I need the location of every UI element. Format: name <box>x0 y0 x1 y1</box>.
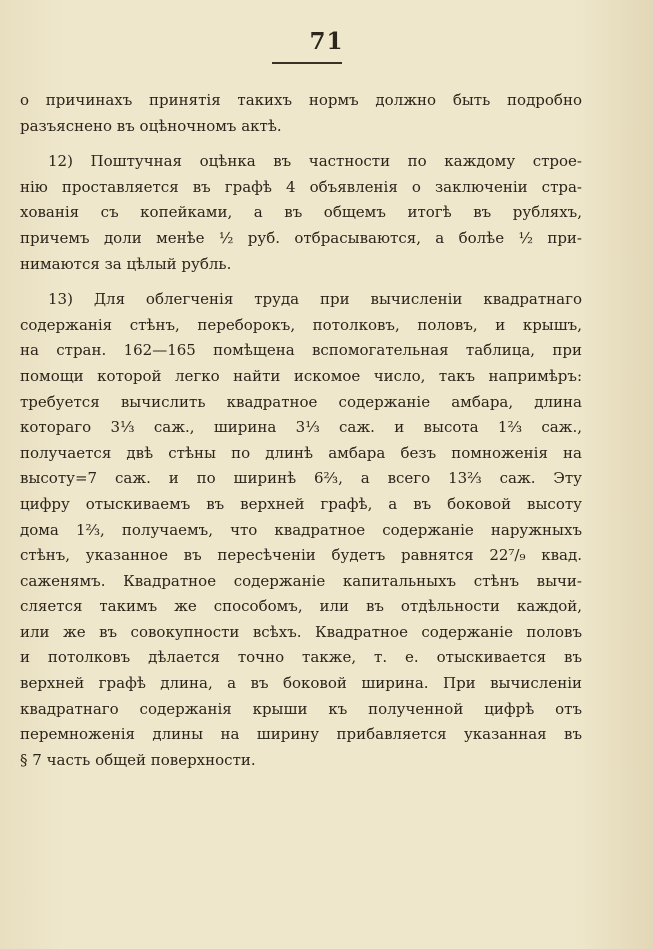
paragraph-line: цифру отыскиваемъ въ верхней графѣ, а въ боковой высоту <box>20 494 582 513</box>
paragraph-gap <box>20 277 582 287</box>
paragraph-line: помощи которой легко найти искомое число, такъ напримѣръ: <box>20 366 582 385</box>
paragraph-line: хованія съ копейками, а въ общемъ итогѣ въ рубляхъ, <box>20 203 582 222</box>
paragraph-line: нимаются за цѣлый рубль. <box>20 254 232 273</box>
paragraph-line: 13) Для облегченія труда при вычисленіи квадратнаго <box>48 290 582 309</box>
paragraph-line: § 7 часть общей поверхности. <box>20 750 256 769</box>
paragraph-line: разъяснено въ оцѣночномъ актѣ. <box>20 116 282 135</box>
paragraph-line: котораго 3⅓ саж., ширина 3⅓ саж. и высота 1⅔ саж., <box>20 418 582 437</box>
paragraph-line: стѣнъ, указанное въ пересѣченіи будетъ равнятся 22⁷/₉ квад. <box>20 546 582 565</box>
paragraph-gap <box>20 139 582 149</box>
paragraph-line: верхней графѣ длина, а въ боковой ширина. При вычисленіи <box>20 674 582 693</box>
paragraph-line: или же въ совокупности всѣхъ. Квадратное содержаніе половъ <box>20 622 582 641</box>
paragraph-line: перемноженія длины на ширину прибавляется указанная въ <box>20 725 582 744</box>
paragraph-line: получается двѣ стѣны по длинѣ амбара безъ помноженія на <box>20 443 582 462</box>
paragraph-line: содержанія стѣнъ, переборокъ, потолковъ, половъ, и крышъ, <box>20 315 582 334</box>
paragraph-line: о причинахъ принятія такихъ нормъ должно быть подробно <box>20 91 582 109</box>
paragraph-line: требуется вычислить квадратное содержаніе амбара, длина <box>20 392 582 411</box>
paragraph-line: квадратнаго содержанія крыши къ полученной цифрѣ отъ <box>20 699 582 718</box>
page-number: 71 <box>309 28 344 55</box>
paragraph-line: причемъ доли менѣе ½ руб. отбрасываются, а болѣе ½ при- <box>20 228 582 247</box>
paragraph-line: 12) Поштучная оцѣнка въ частности по каждому строе- <box>48 152 582 171</box>
header-rule <box>272 62 342 64</box>
paragraph-line: дома 1⅔, получаемъ, что квадратное содержаніе наружныхъ <box>20 520 582 539</box>
paragraph-line: высоту=7 саж. и по ширинѣ 6⅔, а всего 13⅔ саж. Эту <box>20 469 582 488</box>
paragraph-line: нію проставляется въ графѣ 4 объявленія о заключеніи стра- <box>20 177 582 196</box>
paragraph-line: саженямъ. Квадратное содержаніе капитальныхъ стѣнъ вычи- <box>20 571 582 590</box>
paragraph-line: сляется такимъ же способомъ, или въ отдѣльности каждой, <box>20 597 582 616</box>
paragraph-line: на стран. 162—165 помѣщена вспомогательная таблица, при <box>20 341 582 360</box>
page-body <box>20 88 582 773</box>
paragraph-line: и потолковъ дѣлается точно также, т. е. отыскивается въ <box>20 648 582 667</box>
